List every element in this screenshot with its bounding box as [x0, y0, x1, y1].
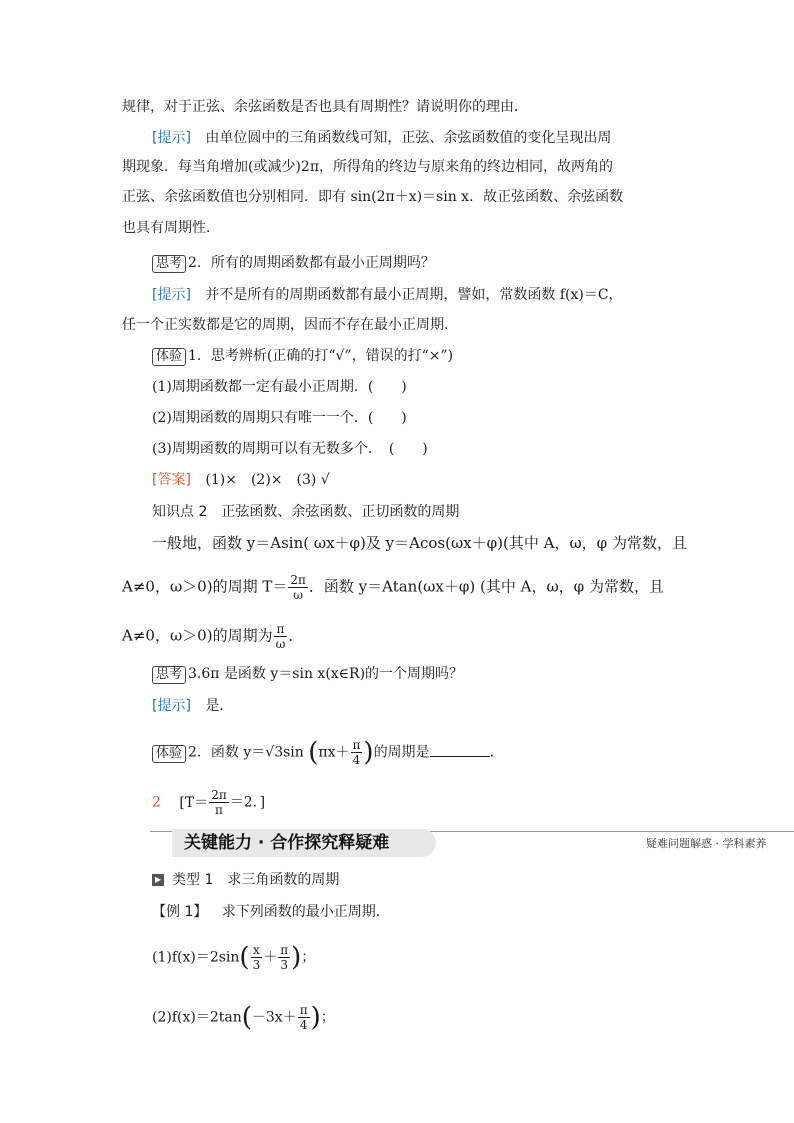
think-tag: 思考 — [152, 666, 186, 684]
numerator: π — [280, 943, 289, 957]
hint-text: 是． — [205, 698, 234, 714]
numerator: π — [299, 1003, 308, 1017]
hint-tag: [提示] — [152, 130, 191, 146]
formula-text: －3x＋ — [251, 1009, 297, 1026]
denominator: 3 — [252, 958, 261, 972]
experience-text: 的周期是 — [373, 744, 430, 761]
fraction — [298, 1003, 310, 1032]
knowledge-line — [122, 622, 303, 651]
denominator: ω — [293, 588, 304, 602]
fraction — [278, 943, 290, 972]
example-label: 【例 1】 — [152, 904, 208, 920]
play-arrow-icon: ▶ — [152, 874, 164, 886]
hint-line: 正弦、余弦函数值也分别相同．即有 sin(2π＋x)＝sin x．故正弦函数、余弦函数 — [122, 189, 624, 205]
hint-line: 期现象．每当角增加(或减少)2π，所得角的终边与原来角的终边相同，故两角的 — [122, 159, 614, 175]
fraction — [251, 943, 263, 972]
knowledge-text: ．函数 y＝Atan(ωx＋φ) (其中 A，ω，φ 为常数，且 — [308, 577, 664, 596]
numerator: π — [274, 622, 288, 637]
hint-text: 由单位圆中的三角函数线可知，正弦、余弦函数值的变化呈现出周 — [205, 130, 612, 146]
experience-text: ． — [489, 744, 504, 761]
formula-text: ； — [320, 1009, 335, 1026]
formula-text: πx＋ — [318, 744, 350, 761]
hint-line — [152, 696, 233, 716]
hint-line: 任一个正实数都是它的周期，因而不存在最小正周期． — [122, 317, 458, 333]
answer-text: [T＝ — [179, 794, 209, 811]
left-paren: ( — [308, 737, 319, 768]
denominator: 4 — [352, 753, 361, 767]
answer-blank — [430, 742, 490, 757]
section-subtitle: 疑难问题解惑 · 学科素养 — [646, 837, 767, 850]
right-paren: ) — [310, 1002, 321, 1033]
hint-tag: [提示] — [152, 698, 191, 714]
think-text: 3.6π 是函数 y＝sin x(x∈R)的一个周期吗？ — [188, 666, 464, 682]
list-item: (2)周期函数的周期只有唯一一个．( ) — [152, 410, 407, 426]
knowledge-text: A≠0，ω＞0)的周期为 — [122, 626, 273, 645]
formula-text: ＋ — [263, 949, 278, 966]
fraction — [274, 622, 288, 651]
experience-text: 1．思考辨析(正确的打“√”，错误的打“×”) — [188, 348, 454, 364]
numerator: 2π — [211, 788, 227, 802]
fraction — [351, 738, 363, 767]
formula-text: ； — [301, 949, 316, 966]
experience-question — [152, 738, 504, 767]
paragraph-line: 规律，对于正弦、余弦函数是否也具有周期性？请说明你的理由． — [122, 99, 528, 115]
list-item: (3)周期函数的周期可以有无数多个． ( ) — [152, 441, 428, 457]
answer-line — [152, 470, 330, 490]
left-paren: ( — [241, 1002, 252, 1033]
hint-tag: [提示] — [152, 287, 191, 303]
answer-text: ＝2．] — [229, 794, 266, 811]
numerator: π — [352, 738, 361, 752]
hint-line — [152, 128, 611, 148]
numerator: x — [251, 943, 263, 958]
knowledge-text: ． — [288, 626, 304, 645]
answer-line — [152, 788, 265, 817]
answer-text: (1)× (2)× (3) √ — [205, 472, 330, 488]
hint-line: 也具有周期性． — [122, 220, 220, 236]
think-tag: 思考 — [152, 255, 186, 273]
think-question — [152, 253, 435, 273]
left-paren: ( — [239, 942, 250, 973]
formula-line — [152, 943, 315, 972]
hint-text: 并不是所有的周期函数都有最小正周期，譬如，常数函数 f(x)＝C， — [205, 287, 623, 303]
think-question — [152, 664, 463, 684]
formula-text: (2)f(x)＝2tan — [152, 1009, 242, 1026]
type-text: 类型 1 求三角函数的周期 — [172, 872, 340, 888]
knowledge-text: A≠0，ω＞0)的周期 T＝ — [122, 577, 288, 596]
knowledge-line: 一般地，函数 y＝Asin( ωx＋φ)及 y＝Acos(ωx＋φ)(其中 A，ω，φ 为常数，且 — [152, 534, 687, 552]
experience-tag: 体验 — [152, 745, 186, 763]
experience-text: 2．函数 y＝√3sin — [188, 744, 304, 761]
formula-line — [152, 1003, 335, 1032]
list-item: (1)周期函数都一定有最小正周期．( ) — [152, 379, 407, 395]
denominator: π — [215, 803, 223, 817]
experience-tag: 体验 — [152, 348, 186, 366]
fraction — [288, 573, 308, 602]
answer-tag: [答案] — [152, 472, 191, 488]
denominator: ω — [275, 637, 286, 651]
think-text: 2．所有的周期函数都有最小正周期吗？ — [188, 255, 435, 271]
experience-question — [152, 346, 453, 366]
knowledge-line — [122, 573, 664, 602]
denominator: 3 — [280, 958, 288, 972]
answer-value: 2 — [152, 794, 161, 811]
fraction — [209, 788, 229, 817]
example-text: 求下列函数的最小正周期． — [221, 904, 390, 920]
example-heading — [152, 902, 390, 922]
denominator: 4 — [299, 1018, 308, 1032]
right-paren: ) — [291, 942, 302, 973]
right-paren: ) — [363, 737, 374, 768]
type-heading — [152, 870, 339, 890]
section-title: 关键能力 · 合作探究释疑难 — [172, 829, 436, 857]
formula-text: (1)f(x)＝2sin — [152, 949, 240, 966]
hint-line — [152, 285, 623, 305]
numerator: 2π — [290, 573, 306, 587]
knowledge-title: 知识点 2 正弦函数、余弦函数、正切函数的周期 — [152, 504, 460, 520]
